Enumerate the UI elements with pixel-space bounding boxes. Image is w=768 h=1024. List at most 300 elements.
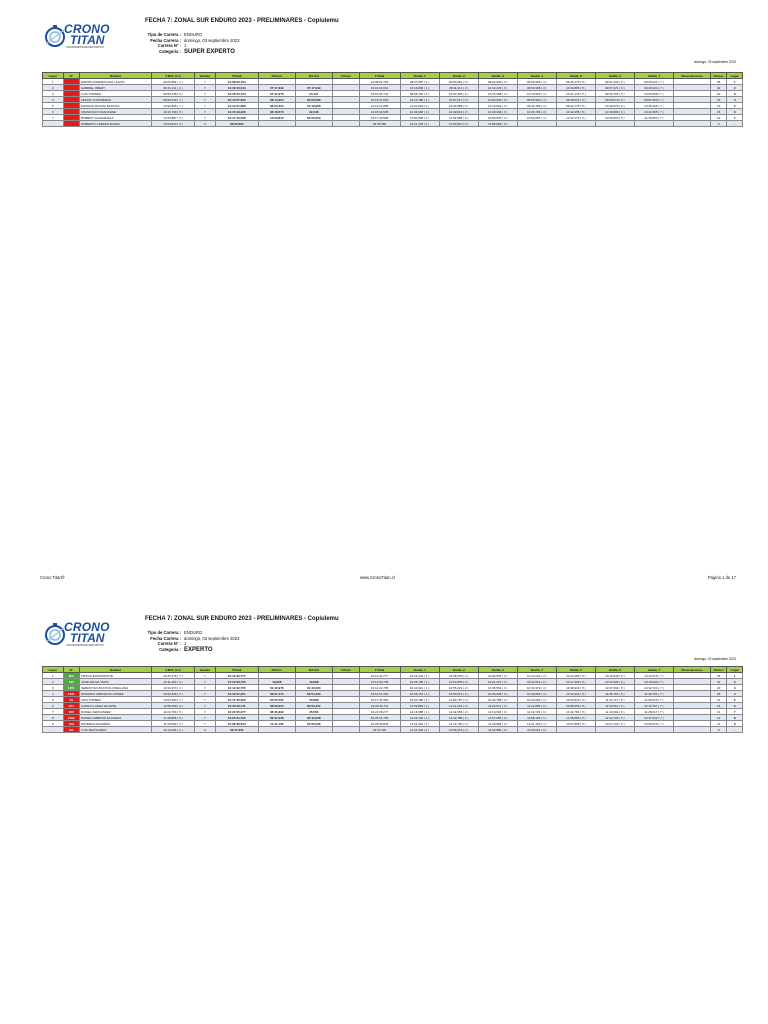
- table-cell: 11:02,793 ( 5 ): [151, 709, 194, 715]
- table-cell: DANIEL FABRIZIO ELGUEDA: [79, 715, 151, 721]
- table-cell: 720: [63, 721, 79, 727]
- categoria-label: Categoría :: [159, 48, 181, 54]
- table-cell: 7: [195, 97, 216, 103]
- table-cell: 18: [710, 691, 726, 697]
- table-cell: 03:50,250: [295, 115, 332, 121]
- table-cell: 10:00,358 ( 7 ): [634, 91, 673, 97]
- table-cell: 10:03,425 ( 2 ): [439, 91, 478, 97]
- table-cell: 16: [710, 103, 726, 109]
- table-cell: 7: [195, 715, 216, 721]
- table-cell: 4: [43, 691, 64, 697]
- stopwatch-icon: [44, 622, 66, 646]
- table-cell: 01:12:30,777: [359, 673, 400, 679]
- table-cell: 11:12,556 ( 4 ): [517, 703, 556, 709]
- carrera-label: Carrera N° :: [157, 641, 181, 647]
- table-cell: ESTEBAN ARANEDA: [79, 721, 151, 727]
- table-cell: 09:54,968 ( 4 ): [517, 85, 556, 91]
- table-cell: 34:07,203: [215, 727, 258, 733]
- fecha-value: domingo, 03 septiembre 2023: [184, 635, 240, 641]
- table-cell: 01:28:39,843: [359, 721, 400, 727]
- table-cell: 12:47,022 ( 7 ): [634, 715, 673, 721]
- tipo-label: Tipo de Carrera :: [147, 630, 181, 635]
- table-cell: 10:37,994 ( 6 ): [595, 685, 634, 691]
- table-cell: 34:07,203: [359, 727, 400, 733]
- table-cell: 11:28,017 ( 7 ): [634, 709, 673, 715]
- column-header: Lugar: [43, 73, 64, 79]
- table-cell: [295, 727, 332, 733]
- column-header: T.Pena: [332, 667, 359, 673]
- table-cell: 01:21:05,277: [215, 709, 258, 715]
- table-cell: LUIS SEPÚLVEDA: [79, 727, 151, 733]
- results-table: [42, 72, 743, 127]
- column-header: Vuelta_1: [400, 73, 439, 79]
- table-cell: 10:10,406 ( 6 ): [595, 679, 634, 685]
- table-cell: 13:07,193 ( 6 ): [595, 721, 634, 727]
- table-cell: 6: [727, 703, 743, 709]
- column-header: Lugar: [43, 667, 64, 673]
- table-cell: 10:21,089 ( 5 ): [556, 673, 595, 679]
- table-cell: 09:58,152 ( 1 ): [400, 91, 439, 97]
- table-cell: 09:28,616 ( 5 ): [556, 97, 595, 103]
- table-cell: 9: [43, 721, 64, 727]
- table-cell: 10:45,476 ( 7 ): [151, 673, 194, 679]
- table-cell: 7: [195, 109, 216, 115]
- table-cell: 50,808: [295, 697, 332, 703]
- table-cell: 09:50,081 ( 2 ): [439, 79, 478, 85]
- table-cell: 10:11,516 ( 4 ): [517, 679, 556, 685]
- carrera-value: 1: [184, 43, 187, 49]
- table-cell: 01:15:10,236: [215, 109, 258, 115]
- table-cell: 35,566: [295, 709, 332, 715]
- table-cell: 1502: [63, 715, 79, 721]
- table-cell: 10:55,761 ( 1 ): [400, 691, 439, 697]
- table-cell: DANIEL FERNANDEZ: [79, 709, 151, 715]
- table-cell: 09:55,670 ( 6 ): [595, 97, 634, 103]
- column-header: T.Pena: [332, 73, 359, 79]
- table-cell: 10:42,322 ( 5 ): [556, 691, 595, 697]
- table-cell: 09:52,636 ( 3 ): [478, 79, 517, 85]
- table-cell: 10:45,436 ( 7 ): [634, 103, 673, 109]
- table-cell: 01:20:40,711: [215, 703, 258, 709]
- table-cell: 2: [727, 85, 743, 91]
- table-cell: 3: [727, 91, 743, 97]
- table-cell: 3: [43, 91, 64, 97]
- table-cell: 09:37,087 ( 1 ): [400, 79, 439, 85]
- table-cell: 1: [727, 79, 743, 85]
- table-cell: 01:20:40,711: [359, 703, 400, 709]
- table-cell: 10:13,244 ( 4 ): [517, 673, 556, 679]
- table-cell: 12:21,109 ( 4 ): [517, 721, 556, 727]
- table-cell: 01:12:30,777: [215, 673, 258, 679]
- table-cell: 12:07,858 ( 5 ): [556, 721, 595, 727]
- table-cell: 22,248: [295, 109, 332, 115]
- table-cell: 10:19,093 ( 7 ): [634, 679, 673, 685]
- column-header: Vuelta_6: [595, 73, 634, 79]
- table-cell: 10:49,968 ( 1 ): [400, 109, 439, 115]
- table-cell: 01:12:07,840: [215, 97, 258, 103]
- table-cell: 11:00,598 ( 1 ): [400, 115, 439, 121]
- table-cell: 7: [195, 721, 216, 727]
- table-cell: 01:15:19,536: [359, 109, 400, 115]
- table-cell: 5: [727, 697, 743, 703]
- table-cell: 36:05,650: [359, 121, 400, 127]
- table-cell: 10:18,979 ( 6 ): [595, 103, 634, 109]
- table-cell: 36:05,650: [215, 121, 258, 127]
- table-cell: 10:10,076 ( 7 ): [634, 673, 673, 679]
- table-cell: 11:26,091 ( 4 ): [517, 727, 556, 733]
- table-cell: 01:17:40,598: [215, 115, 258, 121]
- results-page-2: [0, 600, 768, 1024]
- table-cell: 10:16,398 ( 3 ): [478, 91, 517, 97]
- table-cell: 12: [710, 721, 726, 727]
- table-cell: 09:56,194 ( 6 ): [595, 91, 634, 97]
- table-cell: 7: [43, 115, 64, 121]
- table-cell: 7: [195, 91, 216, 97]
- table-cell: 7: [195, 673, 216, 679]
- table-cell: 7: [195, 85, 216, 91]
- column-header: Vuelta_1: [400, 667, 439, 673]
- table-cell: 01:25:21,705: [359, 715, 400, 721]
- table-cell: JOSE PALMA TORO: [79, 679, 151, 685]
- carrera-label: Carrera N° :: [157, 43, 181, 49]
- table-cell: 10:49,619 ( 2 ): [439, 109, 478, 115]
- table-cell: 2: [43, 85, 64, 91]
- table-cell: 11:48,791 ( 7 ): [634, 691, 673, 697]
- table-cell: 01:08:52,794: [359, 79, 400, 85]
- column-header: Vuelta_5: [556, 73, 595, 79]
- table-cell: ROBERT VALENZUELA: [79, 115, 151, 121]
- table-cell: 1451: [63, 685, 79, 691]
- table-cell: 09:31,211 ( 2 ): [439, 85, 478, 91]
- table-cell: 12:12,793 ( 6 ): [595, 715, 634, 721]
- table-cell: 09:59,618 ( 7 ): [151, 97, 194, 103]
- table-cell: 11:41,166: [258, 721, 295, 727]
- table-cell: 01:16:10,013: [215, 85, 258, 91]
- table-cell: 02:42,538: [295, 715, 332, 721]
- table-cell: 5: [43, 103, 64, 109]
- table-cell: 01:32,020: [295, 685, 332, 691]
- table-cell: 10:53,810 ( 2 ): [151, 121, 194, 127]
- race-meta: [140, 630, 239, 653]
- results-table: [42, 666, 743, 733]
- fecha-value: domingo, 03 septiembre 2023: [184, 37, 240, 43]
- table-cell: [258, 727, 295, 733]
- table-cell: 07:17,649: [295, 85, 332, 91]
- table-cell: 10:35,328 ( 3 ): [478, 691, 517, 697]
- table-cell: 7: [195, 679, 216, 685]
- table-cell: 11:58,129 ( 4 ): [517, 715, 556, 721]
- table-cell: 03:54,430: [295, 691, 332, 697]
- table-cell: 8: [43, 715, 64, 721]
- table-cell: MARTIN ANDRES DIAZ LAGOS: [79, 79, 151, 85]
- table-cell: IVAN TORRES: [79, 697, 151, 703]
- table-cell: 130: [63, 679, 79, 685]
- column-header: Puntos: [710, 667, 726, 673]
- crono-titan-logo: CRONO TITAN CRONOMETRAJE DEPORTIVO: [44, 620, 120, 648]
- table-cell: [332, 727, 359, 733]
- table-cell: [258, 121, 295, 127]
- categoria-value: EXPERTO: [184, 646, 213, 653]
- table-cell: 11:05,791 ( 6 ): [595, 691, 634, 697]
- tipo-label: Tipo de Carrera :: [147, 32, 181, 37]
- table-cell: 01:13:07,840: [359, 97, 400, 103]
- table-cell: 11:38,865 ( 5 ): [151, 715, 194, 721]
- table-cell: 6: [727, 109, 743, 115]
- table-cell: 302: [63, 673, 79, 679]
- table-cell: 07:41,978: [258, 91, 295, 97]
- table-cell: 10:58,259 ( 3 ): [151, 703, 194, 709]
- column-header: Vuelta_2: [439, 667, 478, 673]
- table-cell: 12:14,790 ( 2 ): [439, 721, 478, 727]
- table-cell: 11:12,134 ( 2 ): [439, 703, 478, 709]
- table-cell: 10:34,373 ( 4 ): [151, 685, 194, 691]
- table-cell: 05:05,552: [258, 697, 295, 703]
- table-cell: 10:21,267 ( 3 ): [478, 679, 517, 685]
- fecha-label: Fecha Carrera :: [150, 37, 181, 43]
- table-cell: 1: [727, 673, 743, 679]
- table-cell: 10:16,185 ( 1 ): [400, 97, 439, 103]
- table-cell: 10:26,083 ( 4 ): [517, 697, 556, 703]
- table-cell: 11:38,865 ( 5 ): [556, 715, 595, 721]
- column-header: T.Total: [359, 667, 400, 673]
- table-cell: 11:53,883 ( 1 ): [400, 703, 439, 709]
- table-cell: 07:17,649: [258, 85, 295, 91]
- column-header: N°: [63, 73, 79, 79]
- table-cell: 16: [710, 697, 726, 703]
- table-cell: [295, 121, 332, 127]
- table-cell: 02:02,566: [295, 97, 332, 103]
- table-cell: 1301: [63, 691, 79, 697]
- table-cell: 12:42,789 ( 2 ): [439, 715, 478, 721]
- column-header: V.M.R. (Lv): [151, 667, 194, 673]
- column-header: Vueltas: [195, 667, 216, 673]
- table-cell: 01:17:40,598: [359, 115, 400, 121]
- table-row: [43, 121, 743, 127]
- column-header: Observaciones: [673, 73, 710, 79]
- page-title: FECHA 7: ZONAL SUR ENDURO 2023 - PRELIMINARES - Copiulemu: [145, 18, 339, 24]
- footer-brand: Crono Titan®: [40, 575, 65, 580]
- table-cell: [634, 727, 673, 733]
- table-cell: 01:08:52,794: [215, 79, 258, 85]
- column-header: Vuelta_7: [634, 73, 673, 79]
- table-cell: 01:14:22,755: [215, 685, 258, 691]
- table-cell: 01:42,978: [258, 685, 295, 691]
- table-cell: 1: [43, 673, 64, 679]
- table-cell: FELIPE CONTRERAS: [79, 97, 151, 103]
- column-header: Vuelta_4: [517, 73, 556, 79]
- column-header: Nombre: [79, 667, 151, 673]
- column-header: Vuelta_5: [556, 667, 595, 673]
- table-cell: 01:14:22,755: [359, 685, 400, 691]
- table-cell: 3: [195, 727, 216, 733]
- table-cell: 09:57,971 ( 6 ): [595, 85, 634, 91]
- table-cell: 11:15,820 ( 7 ): [634, 115, 673, 121]
- table-cell: 13:58,685 ( 3 ): [478, 121, 517, 127]
- table-cell: 19,958: [258, 679, 295, 685]
- table-cell: 10:42,455 ( 5 ): [556, 109, 595, 115]
- table-cell: 18: [710, 97, 726, 103]
- table-cell: 7: [43, 709, 64, 715]
- table-cell: 0: [710, 121, 726, 127]
- table-cell: [63, 121, 79, 127]
- table-cell: 11:57,055 ( 3 ): [478, 715, 517, 721]
- table-cell: 5: [727, 103, 743, 109]
- tipo-value: ENDURO: [184, 32, 203, 37]
- table-cell: 11:00,787 ( 2 ): [439, 697, 478, 703]
- table-cell: 20: [710, 91, 726, 97]
- table-cell: 09:31,211 ( 2 ): [151, 85, 194, 91]
- table-cell: 03:56,236: [295, 721, 332, 727]
- table-cell: 10:10,549 ( 6 ): [595, 673, 634, 679]
- table-cell: 09:09,881 ( 7 ): [151, 79, 194, 85]
- table-cell: 7: [195, 697, 216, 703]
- column-header: T.Total: [359, 73, 400, 79]
- table-cell: 351: [63, 703, 79, 709]
- table-cell: 20: [710, 685, 726, 691]
- table-cell: [556, 727, 595, 733]
- table-cell: 01:16:34,734: [215, 91, 258, 97]
- table-cell: 25: [710, 673, 726, 679]
- table-cell: 11:44,404 ( 1 ): [400, 727, 439, 733]
- table-cell: 15: [710, 703, 726, 709]
- table-cell: 11:39,969 ( 3 ): [151, 721, 194, 727]
- table-cell: 01:12:57,898: [215, 103, 258, 109]
- table-cell: 10:35,328 ( 3 ): [151, 691, 194, 697]
- table-cell: 08:45,390: [258, 709, 295, 715]
- column-header: Dif.lero: [258, 73, 295, 79]
- report-date: domingo, 03 septiembre 2023: [693, 657, 736, 661]
- column-header: Lugar: [727, 73, 743, 79]
- table-cell: MATIAS BUSTAMANTE: [79, 673, 151, 679]
- table-cell: 6: [43, 703, 64, 709]
- categoria-value: SUPER EXPERTO: [184, 48, 235, 55]
- column-header: Vuelta_7: [634, 667, 673, 673]
- table-cell: 0: [710, 727, 726, 733]
- table-cell: 10:03,180 ( 1 ): [400, 697, 439, 703]
- table-cell: 10:08,035 ( 2 ): [439, 673, 478, 679]
- table-cell: 11:10,039 ( 1 ): [400, 103, 439, 109]
- table-cell: [556, 121, 595, 127]
- column-header: Vuelta_6: [595, 667, 634, 673]
- table-cell: LUIS TORRES: [79, 91, 151, 97]
- table-cell: 10:03,180 ( 1 ): [151, 697, 194, 703]
- table-cell: 02:55,372: [295, 703, 332, 709]
- table-cell: [517, 121, 556, 127]
- table-cell: 01:12:50,735: [359, 679, 400, 685]
- column-header: Dif.Ant: [295, 667, 332, 673]
- table-cell: 10:16,896 ( 1 ): [400, 85, 439, 91]
- table-cell: 15:09,619 ( 7 ): [634, 721, 673, 727]
- table-cell: [595, 727, 634, 733]
- column-header: Vuelta_3: [478, 667, 517, 673]
- table-cell: 09:51,293 ( 6 ): [595, 79, 634, 85]
- table-cell: 10:18,083 ( 6 ): [595, 109, 634, 115]
- table-cell: 7: [195, 703, 216, 709]
- table-cell: 10:53,810 ( 2 ): [439, 121, 478, 127]
- table-cell: -: [727, 121, 743, 127]
- table-cell: 19,958: [295, 679, 332, 685]
- table-cell: 08:09,934: [258, 703, 295, 709]
- table-cell: 4: [727, 691, 743, 697]
- table-cell: 1: [43, 79, 64, 85]
- table-cell: 11:30,512 ( 6 ): [595, 703, 634, 709]
- table-cell: 14: [710, 115, 726, 121]
- table-cell: -: [43, 121, 64, 127]
- column-header: Observaciones: [673, 667, 710, 673]
- table-cell: 01:18:47,251: [215, 691, 258, 697]
- table-cell: [673, 121, 710, 127]
- table-cell: 01:12:57,898: [359, 103, 400, 109]
- table-cell: 11:51,364 ( 1 ): [400, 721, 439, 727]
- table-cell: 3: [43, 685, 64, 691]
- table-cell: 12:32,956 ( 2 ): [439, 709, 478, 715]
- table-cell: 09:49,778 ( 5 ): [556, 103, 595, 109]
- column-header: Vuelta_3: [478, 73, 517, 79]
- table-cell: 7: [195, 709, 216, 715]
- table-cell: 33: [63, 697, 79, 703]
- table-cell: 22: [710, 679, 726, 685]
- table-cell: 09:45,175 ( 5 ): [556, 79, 595, 85]
- table-cell: 01:12:50,735: [215, 679, 258, 685]
- column-header: Puntos: [710, 73, 726, 79]
- carrera-value: 1: [184, 641, 187, 647]
- table-cell: 09:55,138 ( 6 ): [151, 91, 194, 97]
- table-cell: 08:14,354: [258, 97, 295, 103]
- table-cell: 10:36,786 ( 1 ): [400, 679, 439, 685]
- column-header: Vuelta_2: [439, 73, 478, 79]
- table-cell: 10:30,880 ( 5 ): [556, 85, 595, 91]
- footer-website-link[interactable]: www.CronoTitan.cl: [360, 575, 395, 580]
- table-cell: 10:40,921 ( 1 ): [400, 685, 439, 691]
- table-cell: 10:42,965 ( 7 ): [634, 109, 673, 115]
- table-cell: 10:02,503 ( 3 ): [478, 673, 517, 679]
- table-cell: 3: [195, 121, 216, 127]
- table-cell: 08:04,324: [258, 103, 295, 109]
- table-cell: 12:25,146 ( 1 ): [400, 715, 439, 721]
- table-cell: 8: [727, 715, 743, 721]
- table-cell: 01:17:45,329: [215, 697, 258, 703]
- table-cell: 5: [43, 697, 64, 703]
- crono-titan-logo: CRONO TITAN CRONOMETRAJE DEPORTIVO: [44, 22, 120, 50]
- table-cell: 10:09,810: [258, 115, 295, 121]
- table-cell: 6: [43, 109, 64, 115]
- table-cell: 15: [710, 109, 726, 115]
- table-cell: 10:10,629 ( 3 ): [478, 103, 517, 109]
- table-cell: [332, 121, 359, 127]
- column-header: Vueltas: [195, 73, 216, 79]
- table-cell: 4: [727, 97, 743, 103]
- table-cell: 09:40,786 ( 4 ): [517, 103, 556, 109]
- table-cell: 11:02,793 ( 5 ): [556, 709, 595, 715]
- table-cell: 10:07,517 ( 2 ): [439, 97, 478, 103]
- table-cell: 11:39,969 ( 3 ): [478, 721, 517, 727]
- table-cell: 10:11,403 ( 4 ): [151, 679, 194, 685]
- table-cell: [634, 121, 673, 127]
- table-cell: CAMILO LOPEZ DUARTE: [79, 703, 151, 709]
- table-cell: 01:49,958: [295, 103, 332, 109]
- table-cell: [673, 727, 710, 733]
- tipo-value: ENDURO: [184, 630, 203, 635]
- table-cell: 7: [195, 685, 216, 691]
- table-cell: 11:33,717 ( 6 ): [595, 697, 634, 703]
- table-cell: 09:41,028: [258, 715, 295, 721]
- table-cell: 10:03,605 ( 3 ): [478, 97, 517, 103]
- page-title: FECHA 7: ZONAL SUR ENDURO 2023 - PRELIMINARES - Copiulemu: [145, 616, 339, 622]
- table-cell: 09:56,938 ( 4 ): [517, 79, 556, 85]
- table-cell: 7: [195, 115, 216, 121]
- table-cell: 10:22,433 ( 1 ): [400, 673, 439, 679]
- column-header: Vuelta_4: [517, 667, 556, 673]
